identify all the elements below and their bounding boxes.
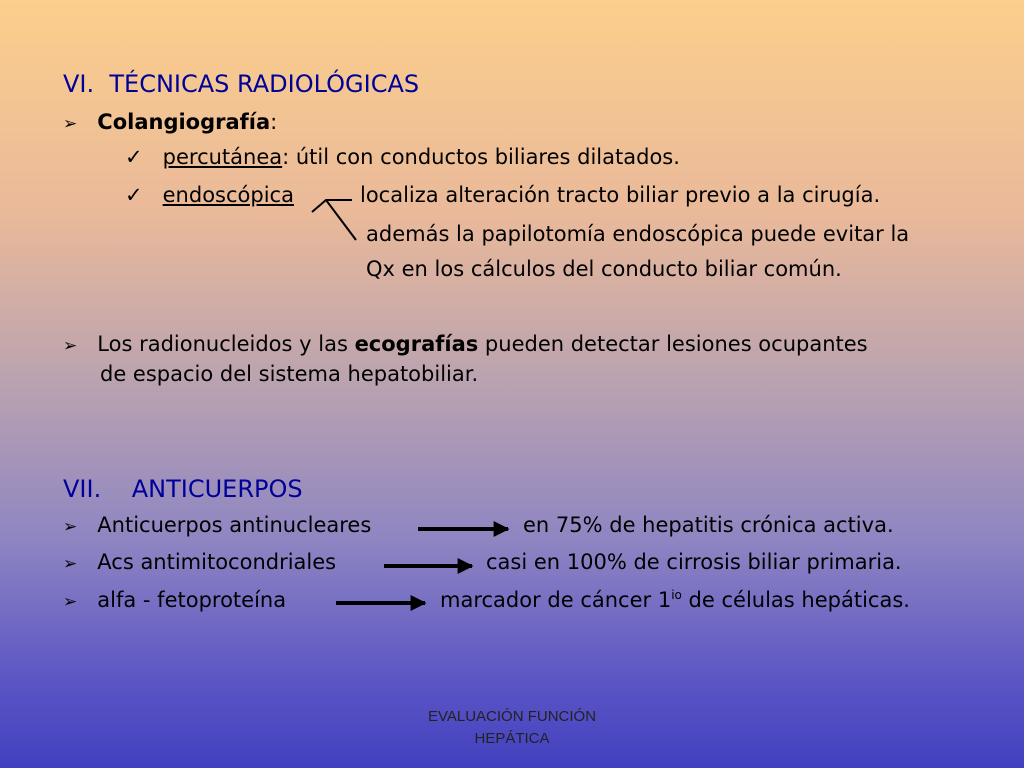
percutanea-item bbox=[125, 145, 680, 169]
endoscopica-term: endoscópica bbox=[162, 183, 294, 207]
anticuerpo-row-1-left: Anticuerpos antinucleares bbox=[97, 513, 372, 537]
anticuerpo-row-3-right-post: de células hepáticas. bbox=[681, 588, 910, 612]
checkmark-icon: ✓ bbox=[125, 145, 143, 169]
percutanea-text: : útil con conductos biliares dilatados. bbox=[282, 145, 680, 169]
anticuerpo-row-3-right-pre: marcador de cáncer 1 bbox=[440, 588, 672, 612]
radionucleidos-item bbox=[63, 332, 868, 356]
section-vi-number: VI. bbox=[63, 70, 95, 98]
endoscopica-line-1: localiza alteración tracto biliar previo a la cirugía. bbox=[360, 183, 881, 207]
section-vi-heading bbox=[63, 70, 419, 98]
anticuerpo-row-2-left: Acs antimitocondriales bbox=[97, 550, 337, 574]
footer-line-2: HEPÁTICA bbox=[474, 730, 550, 747]
anticuerpo-row-2-right: casi en 100% de cirrosis biliar primaria. bbox=[486, 550, 902, 574]
anticuerpo-row-1 bbox=[63, 513, 371, 537]
section-vii-title: ANTICUERPOS bbox=[131, 475, 303, 503]
endoscopica-line-3: Qx en los cálculos del conducto biliar común. bbox=[366, 257, 842, 281]
radionucleidos-post: pueden detectar lesiones ocupantes bbox=[478, 332, 868, 356]
colangiografia-item bbox=[63, 110, 277, 134]
footer bbox=[392, 706, 632, 750]
checkmark-icon: ✓ bbox=[125, 183, 143, 207]
arrow-bullet-icon: ➢ bbox=[63, 114, 78, 134]
anticuerpo-row-1-right: en 75% de hepatitis crónica activa. bbox=[523, 513, 894, 537]
colangiografia-label: Colangiografía bbox=[97, 110, 271, 134]
radionucleidos-bold: ecografías bbox=[354, 332, 479, 356]
anticuerpo-row-3-right bbox=[440, 588, 910, 612]
footer-line-1: EVALUACIÓN FUNCIÓN bbox=[427, 708, 597, 725]
section-vii-number: VII. bbox=[63, 475, 102, 503]
anticuerpo-row-3 bbox=[63, 588, 286, 612]
anticuerpo-row-2 bbox=[63, 550, 336, 574]
arrow-bullet-icon: ➢ bbox=[63, 517, 78, 537]
anticuerpo-row-3-left: alfa - fetoproteína bbox=[97, 588, 287, 612]
endoscopica-item bbox=[125, 183, 294, 207]
arrow-bullet-icon: ➢ bbox=[63, 336, 78, 356]
colangiografia-colon: : bbox=[270, 110, 278, 134]
endoscopica-line-2: además la papilotomía endoscópica puede evitar la bbox=[366, 222, 910, 246]
arrow-bullet-icon: ➢ bbox=[63, 554, 78, 574]
anticuerpo-row-3-right-sup: io bbox=[671, 588, 682, 602]
section-vii-heading bbox=[63, 475, 303, 503]
bracket-connector-icon bbox=[312, 200, 356, 240]
radionucleidos-pre: Los radionucleidos y las bbox=[97, 332, 355, 356]
percutanea-term: percutánea bbox=[162, 145, 283, 169]
arrow-bullet-icon: ➢ bbox=[63, 592, 78, 612]
radionucleidos-line-2: de espacio del sistema hepatobiliar. bbox=[100, 362, 479, 386]
section-vi-title: TÉCNICAS RADIOLÓGICAS bbox=[109, 70, 420, 98]
